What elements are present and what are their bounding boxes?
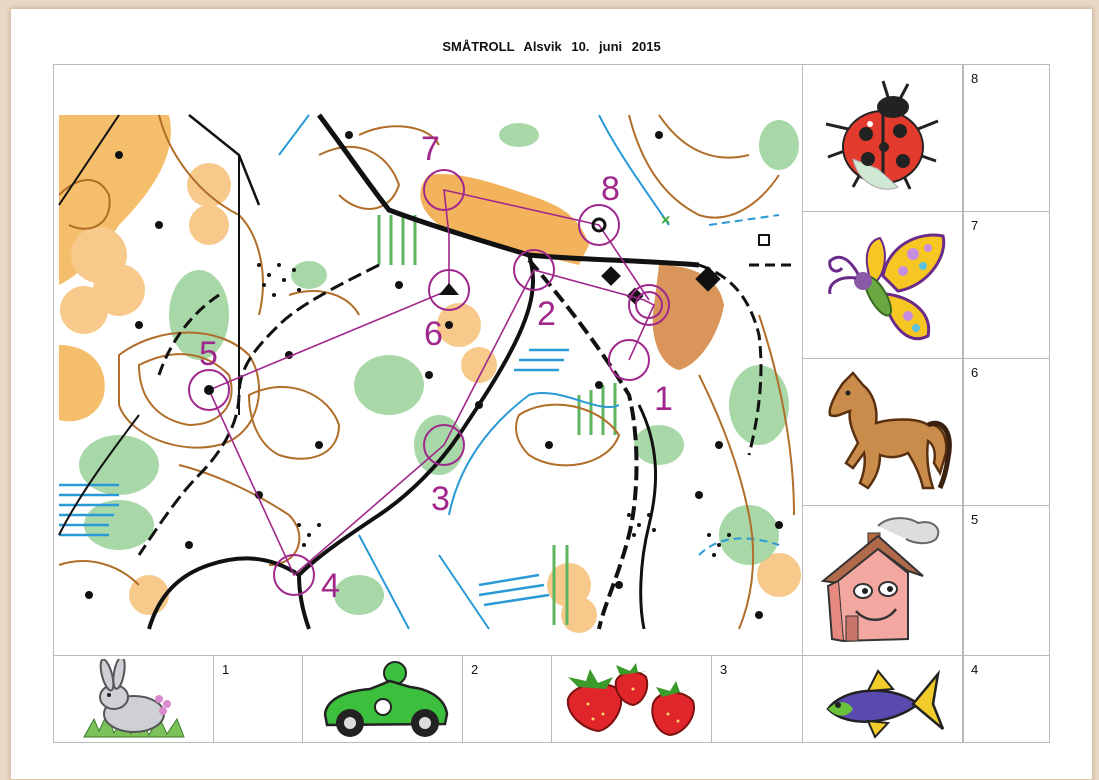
control-number: 6 — [971, 365, 979, 380]
document-title: SMÅTROLL Alsvik 10. juni 2015 — [442, 39, 661, 54]
control-number-cell-4 — [963, 655, 1050, 743]
orienteering-map-cell — [53, 64, 803, 656]
control-card-2 — [302, 655, 463, 743]
control-number-cell-3 — [711, 655, 803, 743]
control-label-8: 8 — [601, 170, 620, 208]
green-x-marker: × — [661, 212, 671, 229]
control-number-cell-5 — [963, 505, 1050, 656]
control-card-6 — [802, 358, 963, 506]
ladybug-icon — [808, 69, 958, 209]
control-number: 4 — [971, 662, 979, 677]
control-number-cell-1 — [213, 655, 303, 743]
control-card-8 — [802, 64, 963, 212]
control-label-5: 5 — [199, 335, 218, 373]
orienteering-map — [54, 65, 802, 655]
document-page — [10, 8, 1093, 780]
control-label-4: 4 — [321, 567, 340, 605]
control-number: 2 — [471, 662, 479, 677]
control-number: 8 — [971, 71, 979, 86]
control-label-3: 3 — [431, 480, 450, 518]
house-icon — [808, 511, 958, 651]
horse-icon — [808, 363, 958, 503]
control-card-1 — [53, 655, 214, 743]
control-number: 5 — [971, 512, 979, 527]
control-number-cell-7 — [963, 211, 1050, 359]
control-label-6: 6 — [424, 315, 443, 353]
control-number: 7 — [971, 218, 979, 233]
control-number: 3 — [720, 662, 728, 677]
butterfly-icon — [808, 216, 958, 356]
control-card-table — [53, 64, 1050, 743]
race-car-icon — [315, 659, 455, 741]
control-label-7: 7 — [421, 130, 440, 168]
fish-icon — [813, 659, 953, 741]
rabbit-icon — [79, 659, 189, 741]
control-number-cell-6 — [963, 358, 1050, 506]
control-number-cell-2 — [462, 655, 552, 743]
control-card-7 — [802, 211, 963, 359]
strawberries-icon — [558, 659, 708, 741]
control-card-3 — [551, 655, 712, 743]
control-card-4 — [802, 655, 963, 743]
control-card-5 — [802, 505, 963, 656]
control-label-1: 1 — [654, 380, 673, 418]
control-label-2: 2 — [537, 295, 556, 333]
control-number: 1 — [222, 662, 230, 677]
control-number-cell-8 — [963, 64, 1050, 212]
